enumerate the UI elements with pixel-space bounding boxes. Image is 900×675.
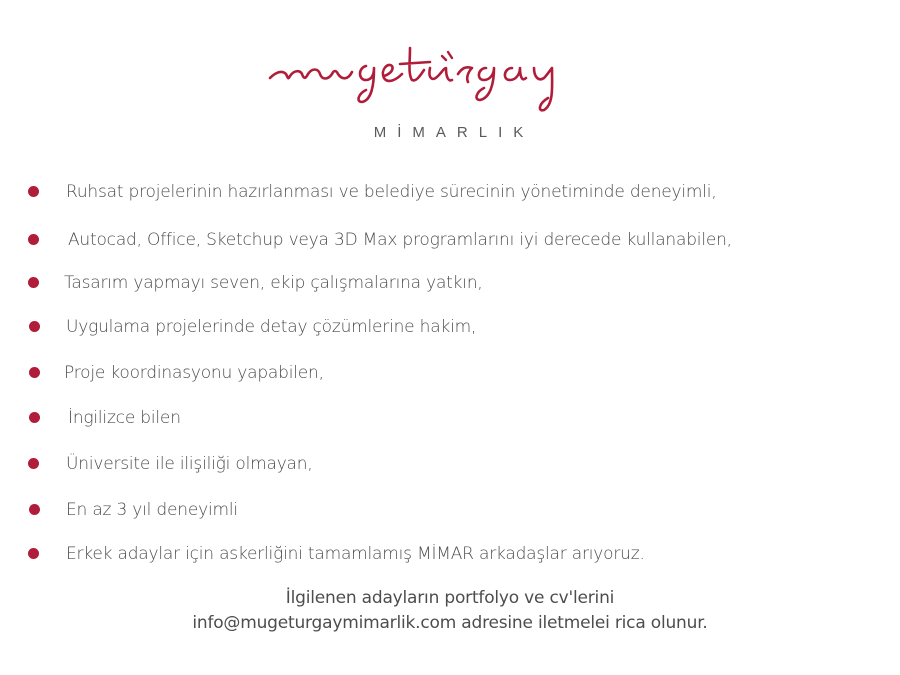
list-item-text: İngilizce bilen xyxy=(68,408,181,428)
brand-subtitle: MİMARLIK xyxy=(373,124,535,141)
list-item xyxy=(0,498,900,526)
bullet-icon xyxy=(28,186,39,197)
list-item xyxy=(0,452,900,480)
footer-line-1: İlgilenen adayların portfolyo ve cv'lerini xyxy=(285,588,615,608)
list-item xyxy=(0,271,900,299)
bullet-icon xyxy=(29,412,40,423)
bullet-icon xyxy=(28,234,39,245)
list-item-text: Uygulama projelerinde detay çözümlerine hakim, xyxy=(66,317,477,337)
list-item xyxy=(0,361,900,389)
list-item-text: Tasarım yapmayı seven, ekip çalışmalarına yatkın, xyxy=(64,273,483,293)
bullet-icon xyxy=(29,504,40,515)
bullet-icon xyxy=(28,548,39,559)
list-item xyxy=(0,542,900,570)
list-item xyxy=(0,406,900,434)
bullet-icon xyxy=(28,277,39,288)
brand-logo xyxy=(0,0,900,160)
list-item xyxy=(0,228,900,256)
list-item-text: Üniversite ile ilişiliği olmayan, xyxy=(66,454,313,474)
list-item-text: En az 3 yıl deneyimli xyxy=(66,500,238,520)
list-item xyxy=(0,315,900,343)
bullet-icon xyxy=(28,458,39,469)
list-item-text: Proje koordinasyonu yapabilen, xyxy=(64,363,324,383)
list-item-text: Ruhsat projelerinin hazırlanması ve belediye sürecinin yönetiminde deneyimli, xyxy=(66,182,717,202)
signature-logo-icon xyxy=(262,28,642,118)
list-item xyxy=(0,180,900,208)
list-item-text: Erkek adaylar için askerliğini tamamlamış MİMAR arkadaşlar arıyoruz. xyxy=(66,544,645,564)
footer-line-2: info@mugeturgaymimarlik.com adresine iletmelei rica olunur. xyxy=(192,613,708,633)
bullet-icon xyxy=(29,321,40,332)
bullet-icon xyxy=(29,367,40,378)
list-item-text: Autocad, Office, Sketchup veya 3D Max programlarını iyi derecede kullanabilen, xyxy=(68,230,732,250)
